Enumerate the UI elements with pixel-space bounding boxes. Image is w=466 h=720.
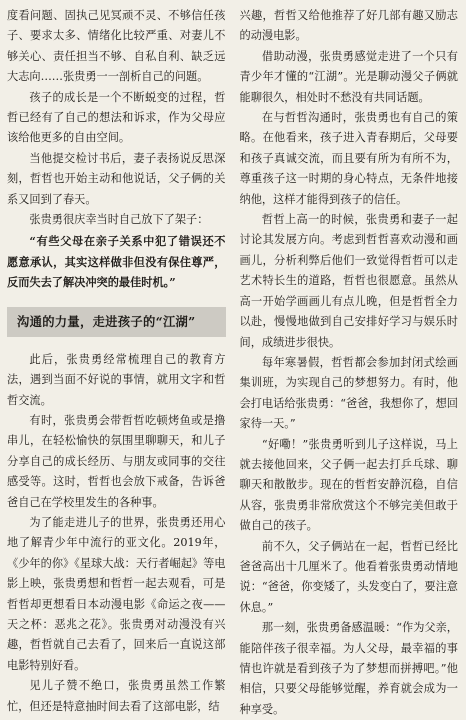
paragraph: 每年寒暑假，哲哲都会参加封闭式绘画集训班，为实现自己的梦想努力。有时，他会打电话给张贵勇：“爸爸，我想你了，想回家待一天。” — [239, 355, 458, 431]
paragraph: “好嘞！”张贵勇听到儿子这样说，马上就去接他回来，父子俩一起去打乒乓球、聊聊天和散散步。现在的哲哲安静沉稳，自信从容，张贵勇非常欣赏这个不够完美但敢于做自己的孩子。 — [239, 437, 458, 533]
paragraph: 为了能走进儿子的世界，张贵勇还用心地了解青少年中流行的亚文化。2019年，《少年的你》《星球大战：天行者崛起》等电影上映，张贵勇想和哲哲一起去观看，可是哲哲却更想看日本动漫电影《命运之夜——天之杯：恶兆之花》。张贵勇对动漫没有兴趣，哲哲就自己去看了，回来后一直说这部电影特别好看。 — [7, 515, 226, 672]
paragraph: 度看问题、固执己见冥顽不灵、不够信任孩子、要求太多、情绪化比较严重、对妻儿不够关心、责任担当不够、自私自利、缺乏远大志向……张贵勇一一剖析自己的问题。 — [7, 9, 226, 84]
paragraph: 当他提交检讨书后，妻子表扬说反思深刻，哲哲也开始主动和他说话，父子俩的关系又回到了春天。 — [7, 151, 226, 206]
paragraph: 哲哲上高一的时候，张贵勇和妻子一起讨论其发展方向。考虑到哲哲喜欢动漫和画画儿，分析利弊后他们一致觉得哲哲可以走艺术特长生的道路，哲哲也很愿意。虽然从高一开始学画画儿有点儿晚，但是哲哲全力以赴，慢慢地做到自己安排好学习与娱乐时间，成绩进步很快。 — [239, 213, 458, 349]
paragraph: 在与哲哲沟通时，张贵勇也有自己的策略。在他看来，孩子进入青春期后，父母要和孩子真诚交流，而且要有所为有所不为，尊重孩子这一时期的身心特点，无条件地接纳他，这样才能得到孩子的信任。 — [239, 111, 458, 206]
paragraph: 有时，张贵勇会带哲哲吃顿烤鱼或是撸串儿，在轻松愉快的氛围里聊聊天，和儿子分享自己的成长经历、与朋友或同事的交往感受等。这时，哲哲也会放下戒备，告诉爸爸自己在学校里发生的各种事。 — [7, 413, 226, 509]
right-column — [239, 6, 459, 716]
paragraph: 借助动漫，张贵勇感觉走进了一个只有青少年才懂的“江湖”。光是聊动漫父子俩就能聊很久，相处时不愁没有共同话题。 — [239, 49, 458, 104]
paragraph: 见儿子赞不绝口，张贵勇虽然工作繁忙，但还是特意抽时间去看了这部电影，结 — [7, 679, 226, 713]
quote-paragraph: “有些父母在亲子关系中犯了错误还不愿意承认，其实这样做非但没有保住尊严，反而失去了解决冲突的最佳时机。” — [7, 234, 226, 290]
left-column — [7, 6, 226, 713]
paragraph: 孩子的成长是一个不断蜕变的过程，哲哲已经有了自己的想法和诉求，作为父母应该给他更多的自由空间。 — [7, 90, 226, 145]
paragraph: 此后，张贵勇经常梳理自己的教育方法，遇到当面不好说的事情，就用文字和哲哲交流。 — [7, 352, 226, 407]
paragraph: 那一刻，张贵勇备感温暖：“作为父亲，能陪伴孩子很幸福。为人父母，最幸福的事情也许就是看到孩子为了梦想而拼搏吧。”他相信，只要父母能够觉醒，养育就会成为一种享受。 — [239, 621, 458, 716]
paragraph: 前不久，父子俩站在一起，哲哲已经比爸爸高出十几厘米了。他看着张贵勇动情地说：“爸爸，你变矮了，头发变白了，要注意休息。” — [239, 539, 458, 614]
section-heading: 沟通的力量，走进孩子的“江湖” — [7, 307, 226, 337]
paragraph: 兴趣，哲哲又给他推荐了好几部有趣又励志的动漫电影。 — [239, 9, 458, 43]
paragraph: 张贵勇很庆幸当时自己放下了架子： — [29, 213, 209, 227]
